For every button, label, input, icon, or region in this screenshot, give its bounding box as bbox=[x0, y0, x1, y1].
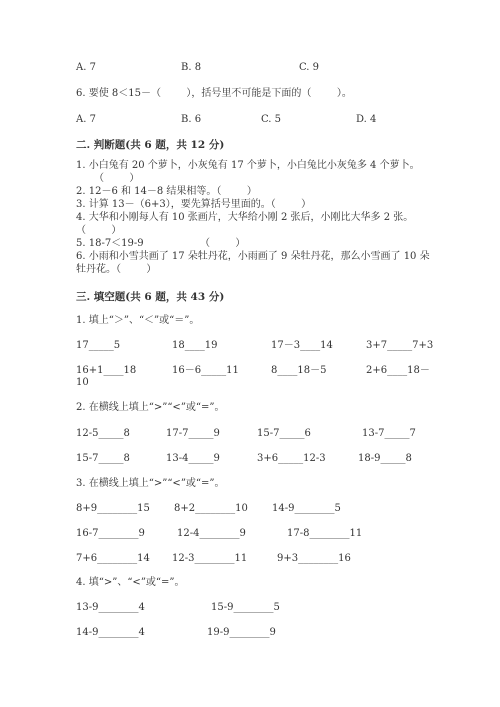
fill-q2-item: 13-7_____7 bbox=[362, 428, 416, 439]
fill-q1-item: 3+7_____7+3 bbox=[366, 340, 434, 351]
q5-option-a: A. 7 bbox=[76, 62, 96, 73]
fill-q2-item: 12-5_____8 bbox=[76, 428, 130, 439]
fill-q3-item: 14-9________5 bbox=[272, 503, 341, 514]
fill-q1-item: 16+1____18 bbox=[76, 365, 137, 376]
fill-q1-item: 17－3____14 bbox=[271, 340, 333, 351]
fill-q3-item: 12-3________11 bbox=[172, 553, 248, 564]
q6-option-a: A. 7 bbox=[76, 114, 96, 125]
q6-option-c: C. 5 bbox=[261, 114, 282, 125]
judge-line: 2. 12－6 和 14－8 结果相等。（ ） bbox=[76, 186, 257, 197]
fill-q4-item: 13-9________4 bbox=[76, 602, 145, 613]
fill-q2-item: 15-7_____8 bbox=[76, 453, 130, 464]
fill-q1-item: 17_____5 bbox=[76, 340, 121, 351]
judge-line: 牡丹花。（ ） bbox=[76, 264, 157, 275]
fill-q2-item: 18-9_____8 bbox=[358, 453, 412, 464]
fill-q3-title: 3. 在横线上填上“>”“<”或“=”。 bbox=[76, 478, 225, 489]
fill-q3-item: 17-8________11 bbox=[287, 528, 363, 539]
fill-q4-title: 4. 填“>”、“<”或“=”。 bbox=[76, 577, 185, 588]
fill-q3-item: 8+9________15 bbox=[76, 503, 150, 514]
fill-q1-item: 8____18－5 bbox=[271, 365, 327, 376]
judge-line: （ ） bbox=[200, 238, 246, 249]
fill-q2-title: 2. 在横线上填上“>”“<”或“=”。 bbox=[76, 402, 225, 413]
fill-q1-item: 2+6____18－ bbox=[366, 365, 430, 376]
fill-q2-item: 17-7_____9 bbox=[166, 428, 220, 439]
section3-heading: 三. 填空题(共 6 题，共 43 分) bbox=[76, 291, 225, 303]
q6-option-d: D. 4 bbox=[356, 114, 377, 125]
fill-q4-item: 19-9________9 bbox=[207, 627, 276, 638]
fill-q3-item: 9+3________16 bbox=[277, 553, 351, 564]
judge-line: 6. 小雨和小雪共画了 17 朵牡丹花，小雨画了 9 朵牡丹花，那么小雪画了 10 朵 bbox=[76, 251, 430, 262]
fill-q3-item: 7+6________14 bbox=[76, 553, 150, 564]
judge-line: （ ） bbox=[76, 225, 122, 236]
fill-q1-title: 1. 填上“＞”、“＜”或“＝”。 bbox=[76, 315, 200, 326]
fill-q1-item: 16－6_____11 bbox=[172, 365, 239, 376]
judge-line: 1. 小白兔有 20 个萝卜，小灰兔有 17 个萝卜，小白兔比小灰兔多 4 个萝卜。 bbox=[76, 160, 420, 171]
fill-q2-item: 3+6_____12-3 bbox=[257, 453, 326, 464]
judge-line: 5. 18-7＜19-9 bbox=[76, 238, 144, 249]
fill-q3-item: 16-7________9 bbox=[76, 528, 145, 539]
fill-q4-item: 15-9________5 bbox=[211, 602, 280, 613]
fill-q1-item-wrap: 10 bbox=[76, 377, 89, 388]
q6-option-b: B. 6 bbox=[181, 114, 202, 125]
q5-option-c: C. 9 bbox=[299, 62, 320, 73]
fill-q1-item: 18____19 bbox=[172, 340, 218, 351]
judge-line: 4. 大华和小刚每人有 10 张画片，大华给小刚 2 张后，小刚比大华多 2 张。 bbox=[76, 212, 414, 223]
fill-q3-item: 12-4________9 bbox=[177, 528, 246, 539]
q5-option-b: B. 8 bbox=[181, 62, 202, 73]
section2-heading: 二. 判断题(共 6 题，共 12 分) bbox=[76, 139, 225, 151]
fill-q2-item: 13-4_____9 bbox=[166, 453, 220, 464]
judge-line: 3. 计算 13－（6+3），要先算括号里面的。（ ） bbox=[76, 199, 312, 210]
fill-q3-item: 8+2________10 bbox=[174, 503, 248, 514]
fill-q2-item: 15-7_____6 bbox=[257, 428, 311, 439]
judge-line: （ ） bbox=[94, 173, 140, 184]
fill-q4-item: 14-9________4 bbox=[76, 627, 145, 638]
q6-stem: 6. 要使 8＜15－（ ），括号里不可能是下面的（ ）。 bbox=[76, 88, 352, 99]
